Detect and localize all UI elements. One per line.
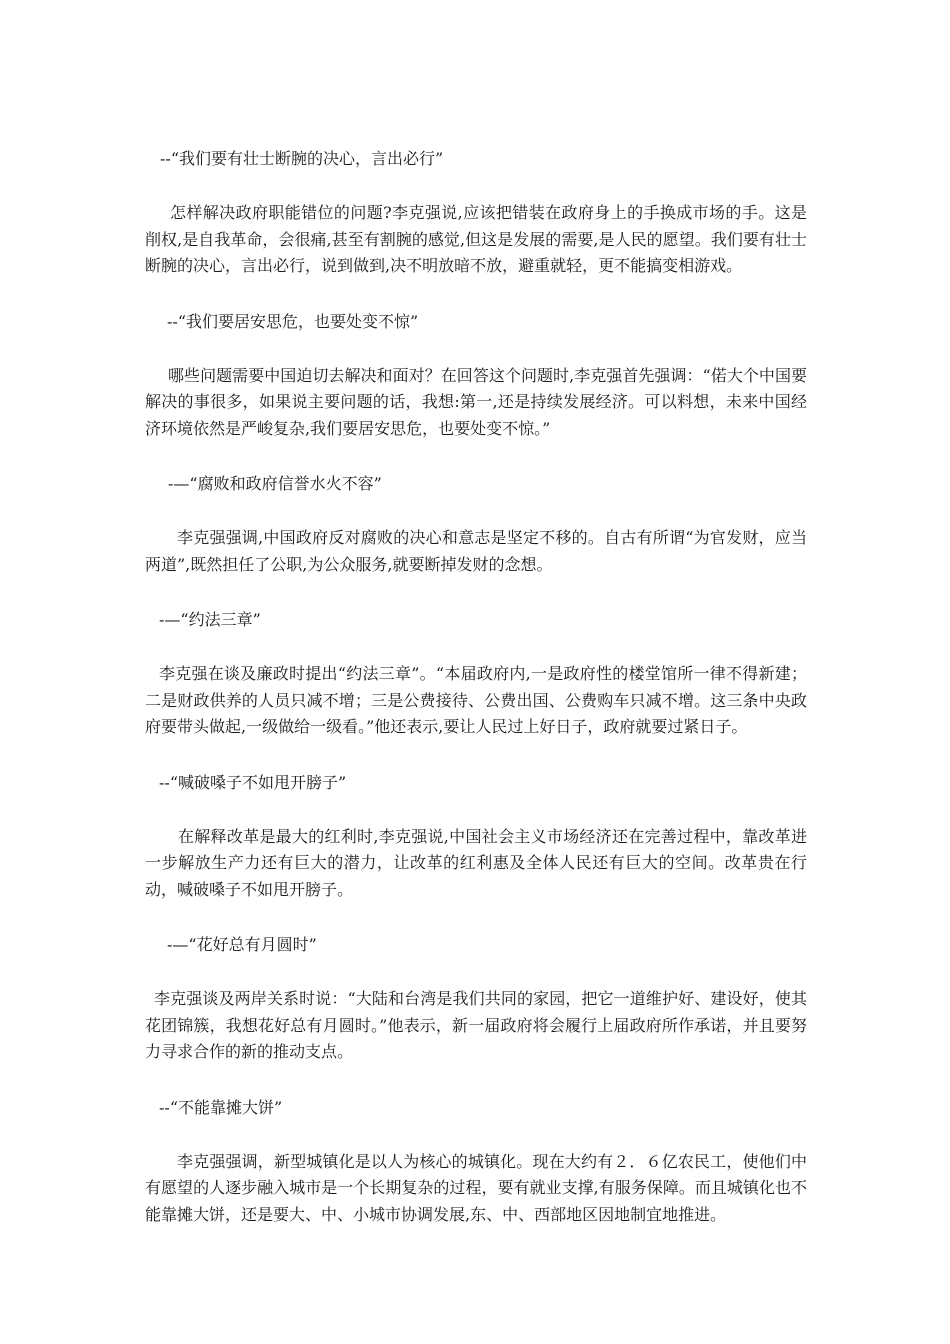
section-paragraph: 李克强强调,中国政府反对腐败的决心和意志是坚定不移的。自古有所谓“为官发财，应当两道”,既然担任了公职,为公众服务,就要断掉发财的念想。 [145,528,807,574]
section-heading: --“我们要有壮士断腕的决心，言出必行” [160,149,444,168]
section-paragraph: 李克强强调，新型城镇化是以人为核心的城镇化。现在大约有２．６亿农民工，使他们中有愿望的人逐步融入城市是一个长期复杂的过程，要有就业支撑,有服务保障。而且城镇化也不能靠摊大饼，还是要大、中、小城市协调发展,东、中、西部地区因地制宜地推进。 [145,1151,807,1224]
section-paragraph: 李克强在谈及廉政时提出“约法三章”。“本届政府内,一是政府性的楼堂馆所一律不得新建；二是财政供养的人员只减不增；三是公费接待、公费出国、公费购车只减不增。这三条中央政府要带头做起,一级做给一级看。”他还表示,要让人民过上好日子，政府就要过紧日子。 [145,664,807,736]
section-paragraph: 哪些问题需要中国迫切去解决和面对？在回答这个问题时,李克强首先强调：“偌大个中国要解决的事很多，如果说主要问题的话，我想:第一,还是持续发展经济。可以料想，未来中国经济环境依然是严峻复杂,我们要居安思危，也要处变不惊。” [145,365,807,438]
section-heading: --“喊破嗓子不如甩开膀子” [159,772,347,792]
section-heading: --“我们要居安思危，也要处变不惊” [167,311,419,331]
section-heading: -—“约法三章” [159,610,261,629]
section-paragraph: 怎样解决政府职能错位的问题?李克强说,应该把错装在政府身上的手换成市场的手。这是削权,是自我革命，会很痛,甚至有割腕的感觉,但这是发展的需要,是人民的愿望。我们要有壮士断腕的决心，言出必行，说到做到,决不明放暗不放，避重就轻，更不能搞变相游戏。 [145,203,807,275]
document-page [145,146,807,1228]
section-heading: -—“花好总有月圆时” [167,935,317,954]
section-paragraph: 在解释改革是最大的红利时,李克强说,中国社会主义市场经济还在完善过程中，靠改革进一步解放生产力还有巨大的潜力，让改革的红利惠及全体人民还有巨大的空间。改革贵在行动，喊破嗓子不如甩开膀子。 [145,826,807,899]
section-paragraph: 李克强谈及两岸关系时说：“大陆和台湾是我们共同的家园，把它一道维护好、建设好，使其花团锦簇，我想花好总有月圆时。”他表示，新一届政府将会履行上届政府所作承诺，并且要努力寻求合作的新的推动支点。 [145,989,807,1061]
section-heading: --“不能靠摊大饼” [159,1097,283,1117]
section-heading: -—“腐败和政府信誉水火不容” [168,474,382,493]
